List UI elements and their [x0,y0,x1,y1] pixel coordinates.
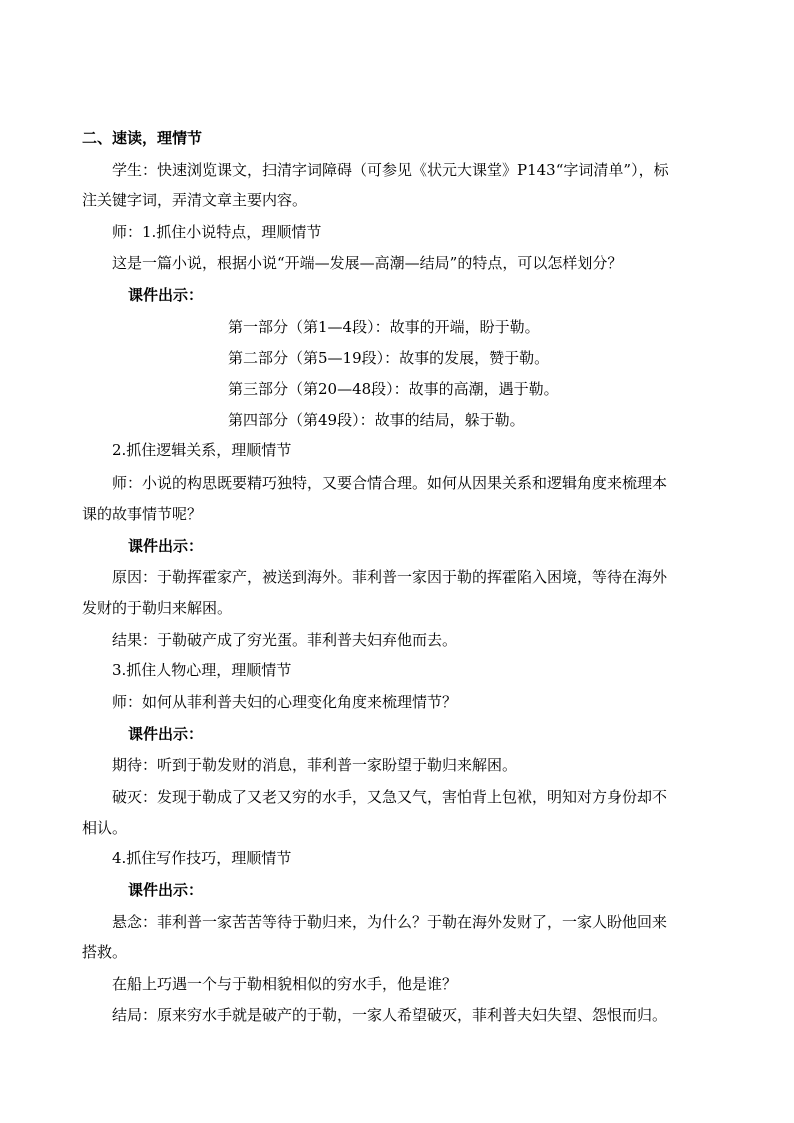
paragraph-line: 这是一篇小说，根据小说“开端—发展—高潮—结局”的特点，可以怎样划分？ [112,254,623,272]
outline-item: 第三部分（第20—48段）：故事的高潮，遇于勒。 [228,380,559,398]
subheading-line: 2.抓住逻辑关系，理顺情节 [112,441,292,459]
paragraph-line: 相认。 [82,819,128,837]
paragraph-line: 结局：原来穷水手就是破产的于勒，一家人希望破灭，菲利普夫妇失望、怨恨而归。 [112,1006,668,1024]
paragraph-line: 原因：于勒挥霍家产，被送到海外。菲利普一家因于勒的挥霍陷入困境，等待在海外 [112,568,668,586]
paragraph-line: 结果：于勒破产成了穷光蛋。菲利普夫妇弃他而去。 [112,631,458,649]
paragraph-line: 学生：快速浏览课文，扫清字词障碍（可参见《状元大课堂》P143“字词清单”），标 [112,161,669,179]
outline-item: 第二部分（第5—19段）：故事的发展，赞于勒。 [228,349,550,367]
paragraph-line: 课的故事情节呢？ [82,505,203,523]
outline-item: 第四部分（第49段）：故事的结局，躲于勒。 [228,411,525,429]
paragraph-line: 期待：听到于勒发财的消息，菲利普一家盼望于勒归来解困。 [112,756,518,774]
paragraph-line: 注关键字词，弄清文章主要内容。 [82,191,308,209]
subheading-line: 3.抓住人物心理，理顺情节 [112,661,292,679]
courseware-label: 课件出示： [128,537,204,555]
paragraph-line: 搭救。 [82,943,128,961]
paragraph-line: 师：小说的构思既要精巧独特，又要合情合理。如何从因果关系和逻辑角度来梳理本 [112,474,668,492]
outline-item: 第一部分（第1—4段）：故事的开端，盼于勒。 [228,318,540,336]
subheading-line: 4.抓住写作技巧，理顺情节 [112,849,292,867]
paragraph-line: 悬念：菲利普一家苦苦等待于勒归来，为什么？于勒在海外发财了，一家人盼他回来 [112,913,668,931]
section-heading: 二、速读，理情节 [82,129,203,147]
courseware-label: 课件出示： [128,725,204,743]
subheading-line: 师：1.抓住小说特点，理顺情节 [112,223,322,241]
courseware-label: 课件出示： [128,881,204,899]
paragraph-line: 师：如何从菲利普夫妇的心理变化角度来梳理情节？ [112,693,458,711]
paragraph-line: 破灭：发现于勒成了又老又穷的水手，又急又气，害怕背上包袱，明知对方身份却不 [112,788,668,806]
paragraph-line: 发财的于勒归来解困。 [82,599,233,617]
courseware-label: 课件出示： [128,286,204,304]
paragraph-line: 在船上巧遇一个与于勒相貌相似的穷水手，他是谁？ [112,975,458,993]
